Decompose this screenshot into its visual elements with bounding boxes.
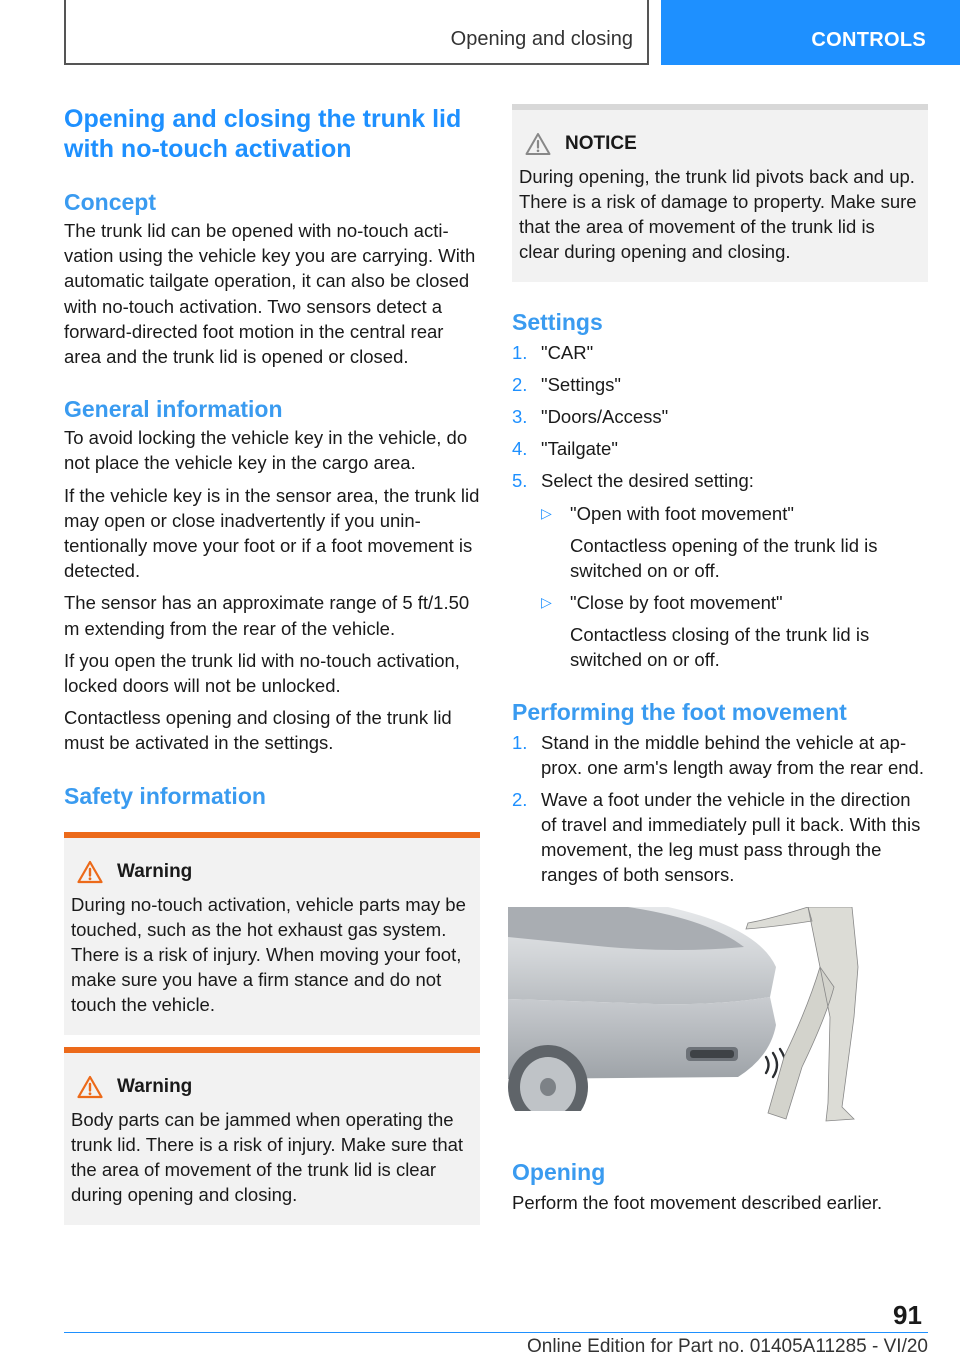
general-paragraph-2: If the vehicle key is in the sensor area, the trunk lid may open or close inadvertently if you unintentionally move your foot or if a foot movement is detected. (64, 484, 480, 582)
safety-heading: Safety information (64, 782, 266, 809)
opening-heading: Opening (512, 1159, 606, 1185)
warning-triangle-icon (77, 1075, 103, 1099)
settings-option (541, 501, 928, 583)
settings-option (541, 590, 928, 672)
left-column (64, 104, 480, 1225)
warning-triangle-icon (77, 860, 103, 884)
settings-step: 1. "CAR" (512, 342, 594, 363)
general-paragraph-3: The sensor has an approximate range of 5 ft/1.50 m extending from the rear of the vehicle. (64, 592, 470, 639)
page-number: 91 (893, 1300, 922, 1330)
settings-step: 4. "Tailgate" (512, 438, 618, 459)
notice-label: NOTICE (565, 133, 637, 154)
settings-heading: Settings (512, 309, 603, 335)
warning-header-2 (71, 1075, 472, 1099)
option-title: "Open with foot movement" (570, 503, 794, 524)
notice-header (519, 132, 920, 156)
triangle-bullet-icon: ▷ (541, 505, 552, 521)
general-paragraph-1: To avoid locking the vehicle key in the vehicle, do not place the vehicle key in the cargo area. (64, 427, 468, 474)
triangle-bullet-icon: ▷ (541, 594, 552, 610)
general-paragraph-5: Contactless opening and closing of the trunk lid must be activated in the settings. (64, 707, 452, 754)
warning-box-2 (64, 1047, 480, 1225)
foot-step: 1. Stand in the middle behind the vehicle at approx. one arm's length away from the rear end. (512, 732, 924, 778)
concept-heading: Concept (64, 189, 156, 215)
warning-header-1 (71, 860, 472, 884)
settings-step: 5. Select the desired setting: ▷ "Open with foot movement" Contactless opening of the trunk lid is switched on or off. ▷ "Close by foot movement" Contactless closing of the trunk lid is switched on or off. (512, 468, 928, 672)
warning-text-2: Body parts can be jammed when operating the trunk lid. There is a risk of injury. Make sure that the area of movement of the trunk lid is clear during opening and closing. (71, 1108, 464, 1205)
settings-step: 3. "Doors/Access" (512, 406, 669, 427)
warning-label-2: Warning (117, 1075, 193, 1097)
option-description: Contactless opening of the trunk lid is switched on or off. (570, 535, 878, 581)
header-chapter-tab (661, 0, 960, 65)
right-column (512, 104, 928, 1215)
footer-rule (64, 1332, 928, 1333)
settings-step: 2. "Settings" (512, 374, 621, 395)
option-description: Contactless closing of the trunk lid is switched on or off. (570, 624, 870, 670)
settings-options (541, 501, 928, 672)
warning-label-1: Warning (117, 860, 193, 882)
warning-text-1: During no-touch activation, vehicle parts may be touched, such as the hot exhaust gas system. There is a risk of injury. When moving your foot, make sure you have a firm stance and do not touch the vehicle. (71, 893, 466, 1015)
foot-movement-illustration (508, 907, 864, 1129)
option-title: "Close by foot movement" (570, 592, 783, 613)
foot-movement-steps (512, 730, 928, 887)
settings-steps (512, 340, 928, 672)
foot-step: 2. Wave a foot under the vehicle in the direction of travel and immediately pull it back. With this movement, the leg must pass through the ranges of both sensors. (512, 789, 921, 885)
header-chapter-label: CONTROLS (811, 29, 926, 51)
general-paragraph-4: If you open the trunk lid with no-touch activation, locked doors will not be unlocked. (64, 649, 460, 697)
header-section-title: Opening and closing (450, 28, 633, 50)
general-heading: General information (64, 396, 283, 423)
notice-triangle-icon (525, 132, 551, 156)
footer-edition: Online Edition for Part no. 01405A11285 - VI/20 (526, 1336, 928, 1357)
warning-box-1 (64, 832, 480, 1035)
concept-text: The trunk lid can be opened with no-touch activation using the vehicle key you are carrying. With automatic tailgate operation, it can also be closed with no-touch activation. Two sensors detect a forward-directed foot motion in the central rear area and the trunk lid is opened or closed. (64, 220, 476, 368)
notice-text: During opening, the trunk lid pivots back and up. There is a risk of damage to property. Make sure that the area of movement of the trunk lid is clear during opening and closing. (519, 166, 917, 262)
foot-movement-heading: Performing the foot movement (512, 699, 847, 725)
page-title: Opening and closing the trunk lid with no-touch activation (64, 105, 462, 163)
header-section-box (64, 0, 649, 65)
notice-box (512, 104, 928, 282)
opening-text: Perform the foot movement described earlier. (512, 1192, 883, 1213)
